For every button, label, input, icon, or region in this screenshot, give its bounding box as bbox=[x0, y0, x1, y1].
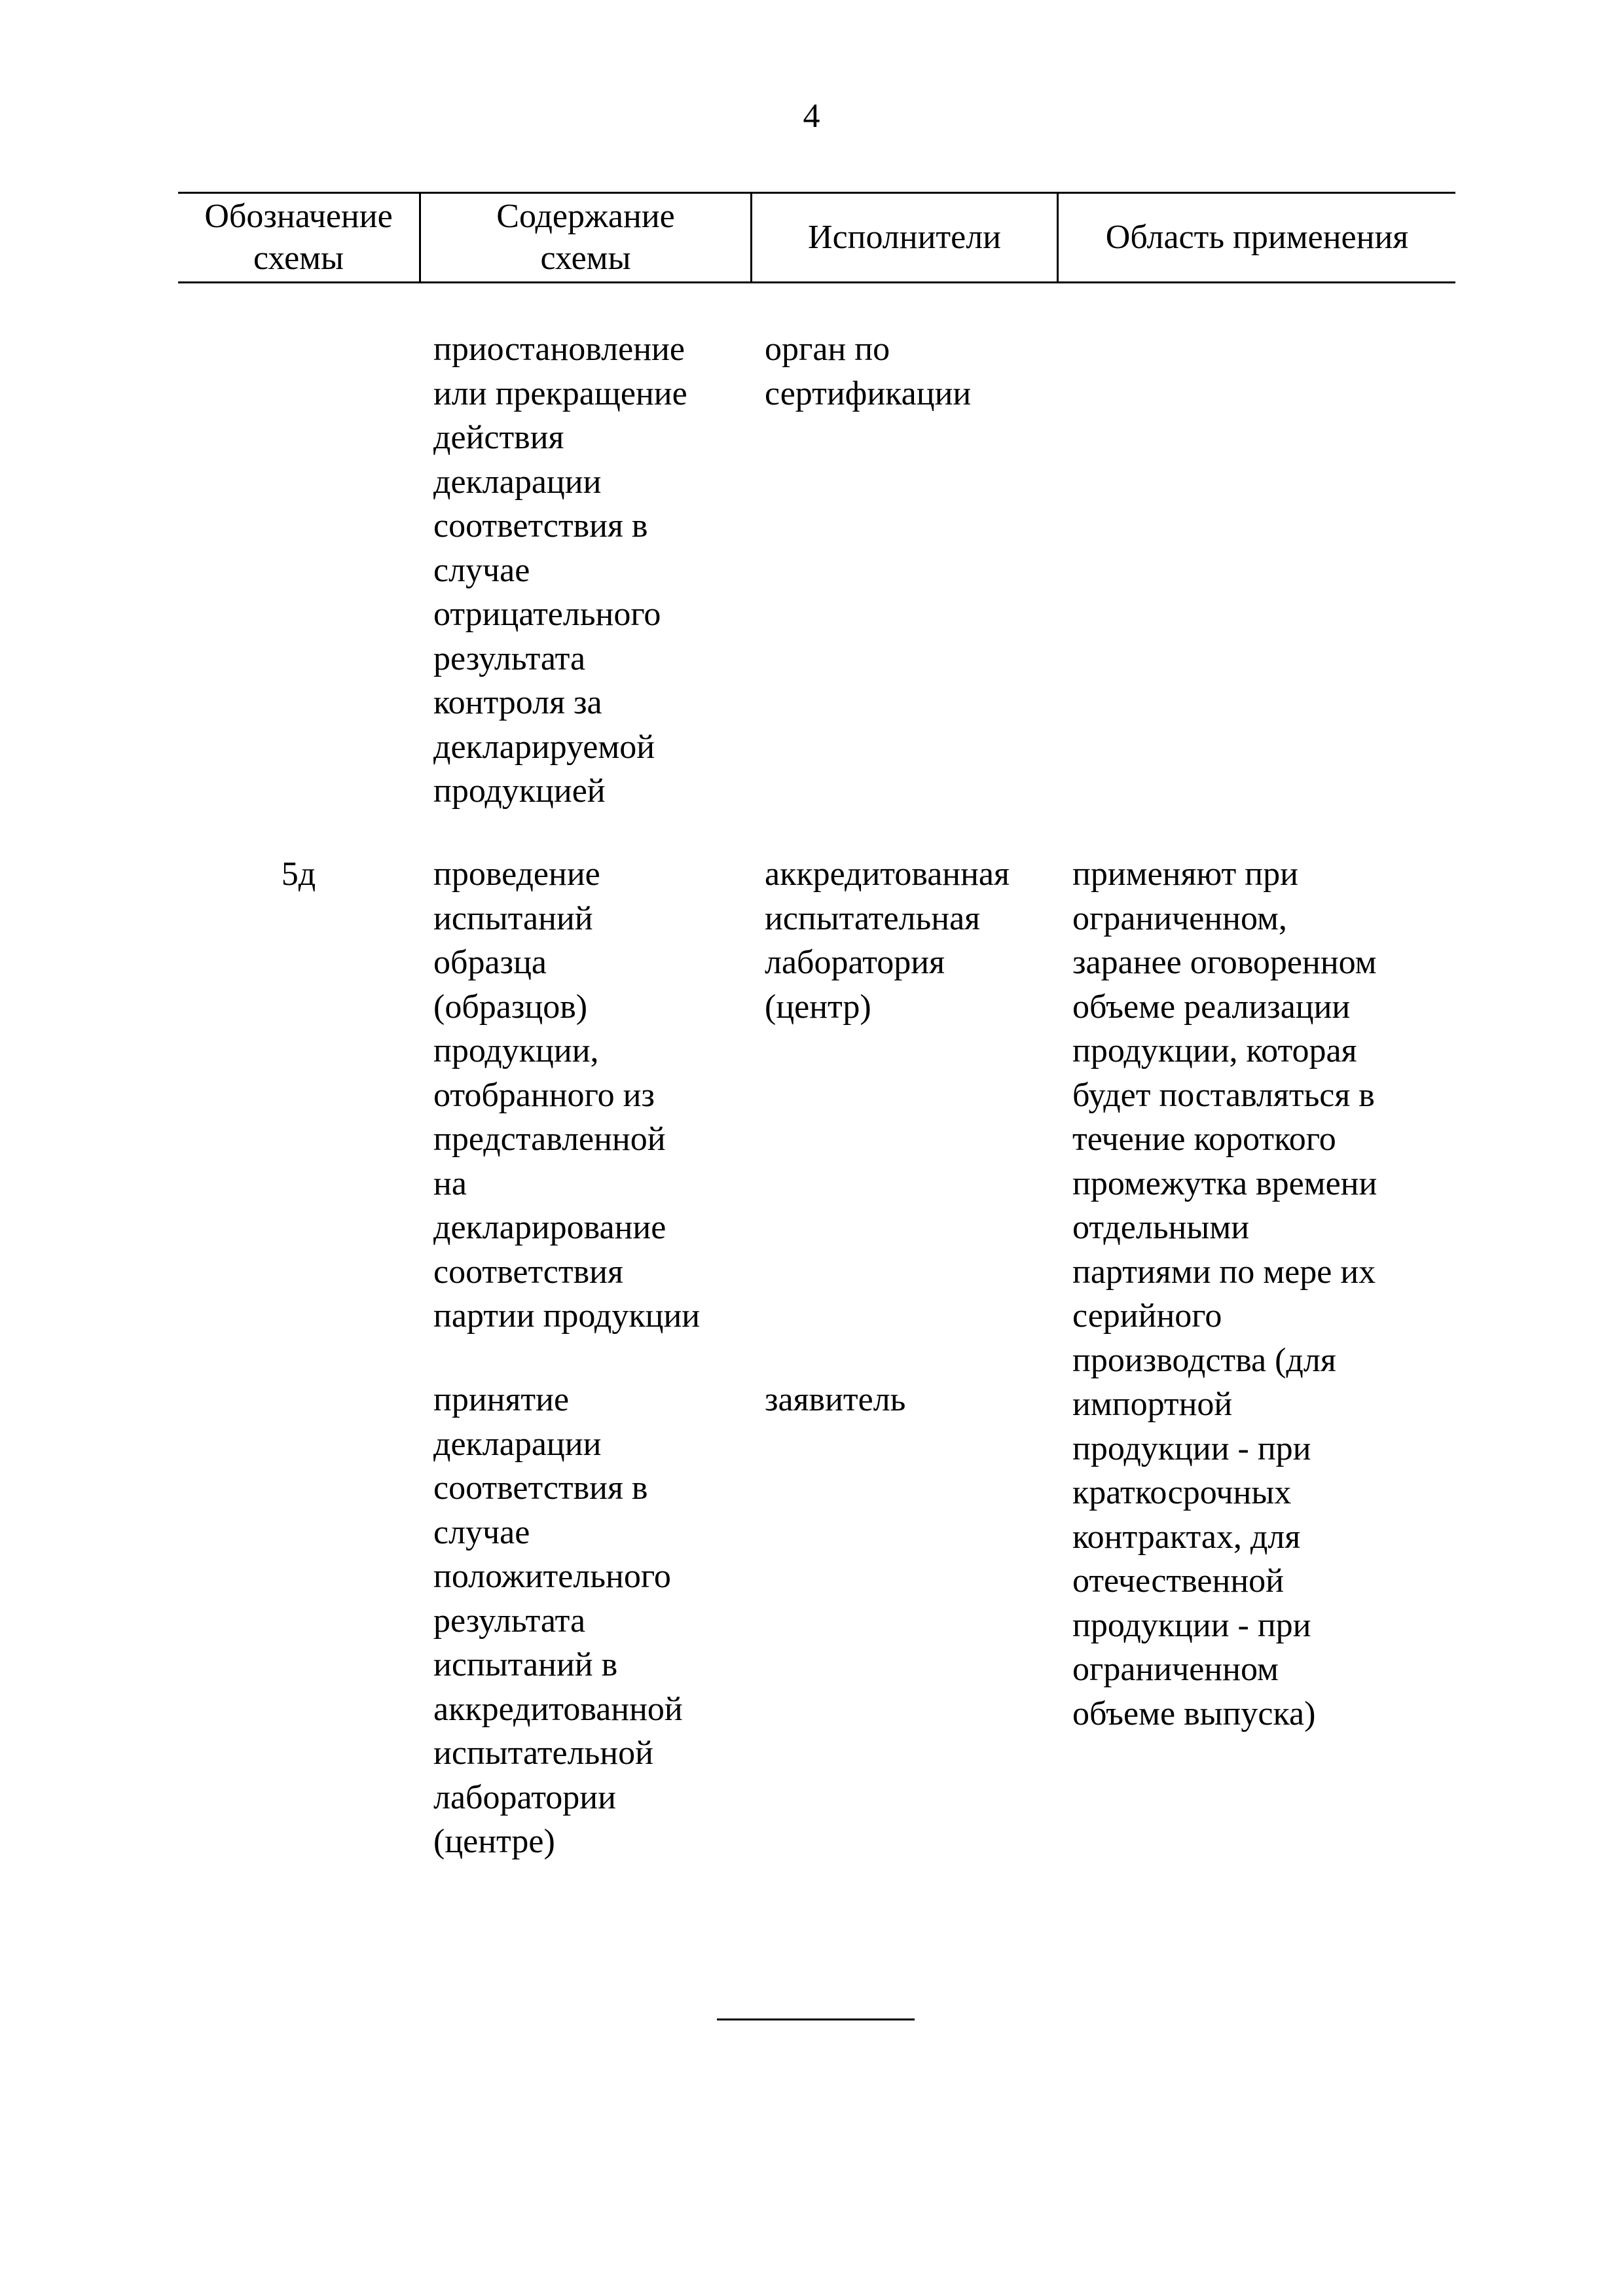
row-2-scope: применяют при ограниченном, заранее оговоренном объеме реализации продукции, которая будет поставляться в течение короткого промежутка времени отдельными партиями по мере их серийного производства (для импортной продукции - при краткосрочных контрактах, для отечественной продукции - при ограниченном объеме выпуска) bbox=[1072, 855, 1377, 1732]
header-performers: Исполнители bbox=[808, 219, 1001, 256]
row-2-content: проведение испытаний образца (образцов) продукции, отобранного из представленной на декларирование соответствия партии продукции bbox=[433, 855, 701, 1335]
table-header-bottom-rule bbox=[178, 281, 1455, 283]
row-1-content: приостановление или прекращение действия декларации соответствия в случае отрицательного результата контроля за декларируемой продукцией bbox=[433, 331, 687, 810]
header-scope: Область применения bbox=[1105, 219, 1409, 256]
header-scheme-code: Обозначение схемы bbox=[204, 198, 393, 277]
page-number: 4 bbox=[803, 98, 820, 135]
row-3-performer: заявитель bbox=[765, 1381, 906, 1418]
footer-rule bbox=[717, 2018, 915, 2020]
row-1-performer: орган по сертификации bbox=[765, 331, 972, 412]
row-2-performer: аккредитованная испытательная лаборатория (центр) bbox=[765, 855, 1010, 1026]
row-3-content: принятие декларации соответствия в случае положительного результата испытаний в аккредитованной испытательной лаборатории (центре) bbox=[433, 1381, 683, 1860]
header-scheme-content: Содержание схемы bbox=[496, 198, 675, 277]
row-2-scheme-code: 5д bbox=[281, 855, 316, 893]
